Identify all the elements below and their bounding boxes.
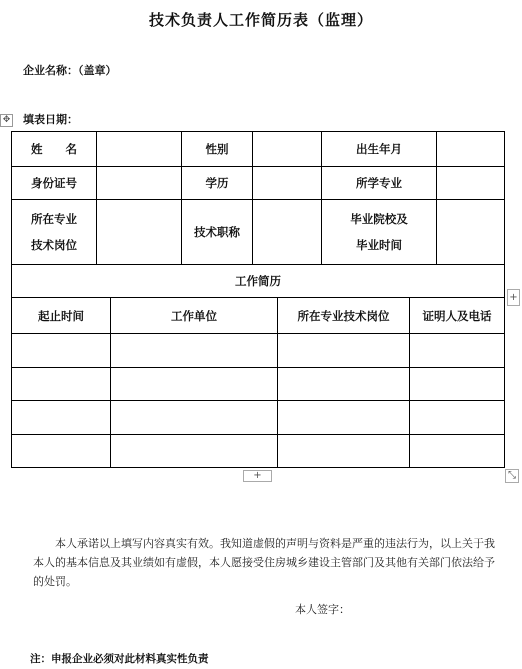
table-cell[interactable] (277, 400, 410, 435)
footnote: 注：申报企业必须对此材料真实性负责 (30, 653, 209, 665)
title-value-cell[interactable] (252, 199, 322, 265)
major-label: 所学专业 (321, 166, 437, 200)
post-label-line1: 所在专业 (31, 212, 77, 226)
column-header-position: 所在专业技术岗位 (277, 297, 410, 334)
table-cell[interactable] (11, 367, 111, 401)
resize-table-icon[interactable]: ⤡ (505, 469, 519, 483)
post-label-line2: 技术岗位 (31, 238, 77, 252)
table-cell[interactable] (409, 367, 505, 401)
company-name-label: 企业名称：（盖章） (23, 64, 117, 77)
id-label: 身份证号 (11, 166, 97, 200)
table-cell[interactable] (11, 400, 111, 435)
table-cell[interactable] (110, 434, 278, 468)
id-value-cell[interactable] (96, 166, 182, 200)
education-value-cell[interactable] (252, 166, 322, 200)
column-header-reference: 证明人及电话 (409, 297, 505, 334)
table-cell[interactable] (110, 400, 278, 435)
form-title: 技术负责人工作简历表（监理） (148, 11, 373, 29)
fill-date-label: 填表日期： (23, 113, 78, 126)
column-header-period: 起止时间 (11, 297, 111, 334)
table-cell[interactable] (277, 367, 410, 401)
commitment-statement: 本人承诺以上填写内容真实有效。我知道虚假的声明与资料是严重的违法行为，以上关于我本人的基本信息及其业绩如有虚假，本人愿接受住房城乡建设主管部门及其他有关部门依法给予的处罚。 (33, 537, 495, 588)
major-value-cell[interactable] (436, 166, 505, 200)
birth-label: 出生年月 (321, 131, 437, 167)
gender-label: 性别 (181, 131, 253, 167)
education-label: 学历 (181, 166, 253, 200)
resume-header: 工作简历 (11, 264, 505, 298)
table-cell[interactable] (11, 434, 111, 468)
birth-value-cell[interactable] (436, 131, 505, 167)
post-label (11, 199, 97, 265)
add-column-button[interactable]: + (507, 289, 520, 306)
table-move-icon[interactable]: ✥ (0, 114, 13, 127)
table-cell[interactable] (110, 333, 278, 368)
table-cell[interactable] (110, 367, 278, 401)
signature-label: 本人签字： (295, 603, 350, 616)
gender-value-cell[interactable] (252, 131, 322, 167)
school-label (321, 199, 437, 265)
title-label: 技术职称 (181, 199, 253, 265)
school-label-line1: 毕业院校及 (350, 212, 408, 226)
table-cell[interactable] (277, 434, 410, 468)
post-value-cell[interactable] (96, 199, 182, 265)
name-label: 姓 名 (11, 131, 97, 167)
add-row-button[interactable]: + (243, 470, 272, 482)
table-cell[interactable] (277, 333, 410, 368)
table-cell[interactable] (409, 400, 505, 435)
table-cell[interactable] (11, 333, 111, 368)
school-label-line2: 毕业时间 (356, 238, 402, 252)
table-cell[interactable] (409, 333, 505, 368)
column-header-employer: 工作单位 (110, 297, 278, 334)
name-value-cell[interactable] (96, 131, 182, 167)
school-value-cell[interactable] (436, 199, 505, 265)
table-cell[interactable] (409, 434, 505, 468)
